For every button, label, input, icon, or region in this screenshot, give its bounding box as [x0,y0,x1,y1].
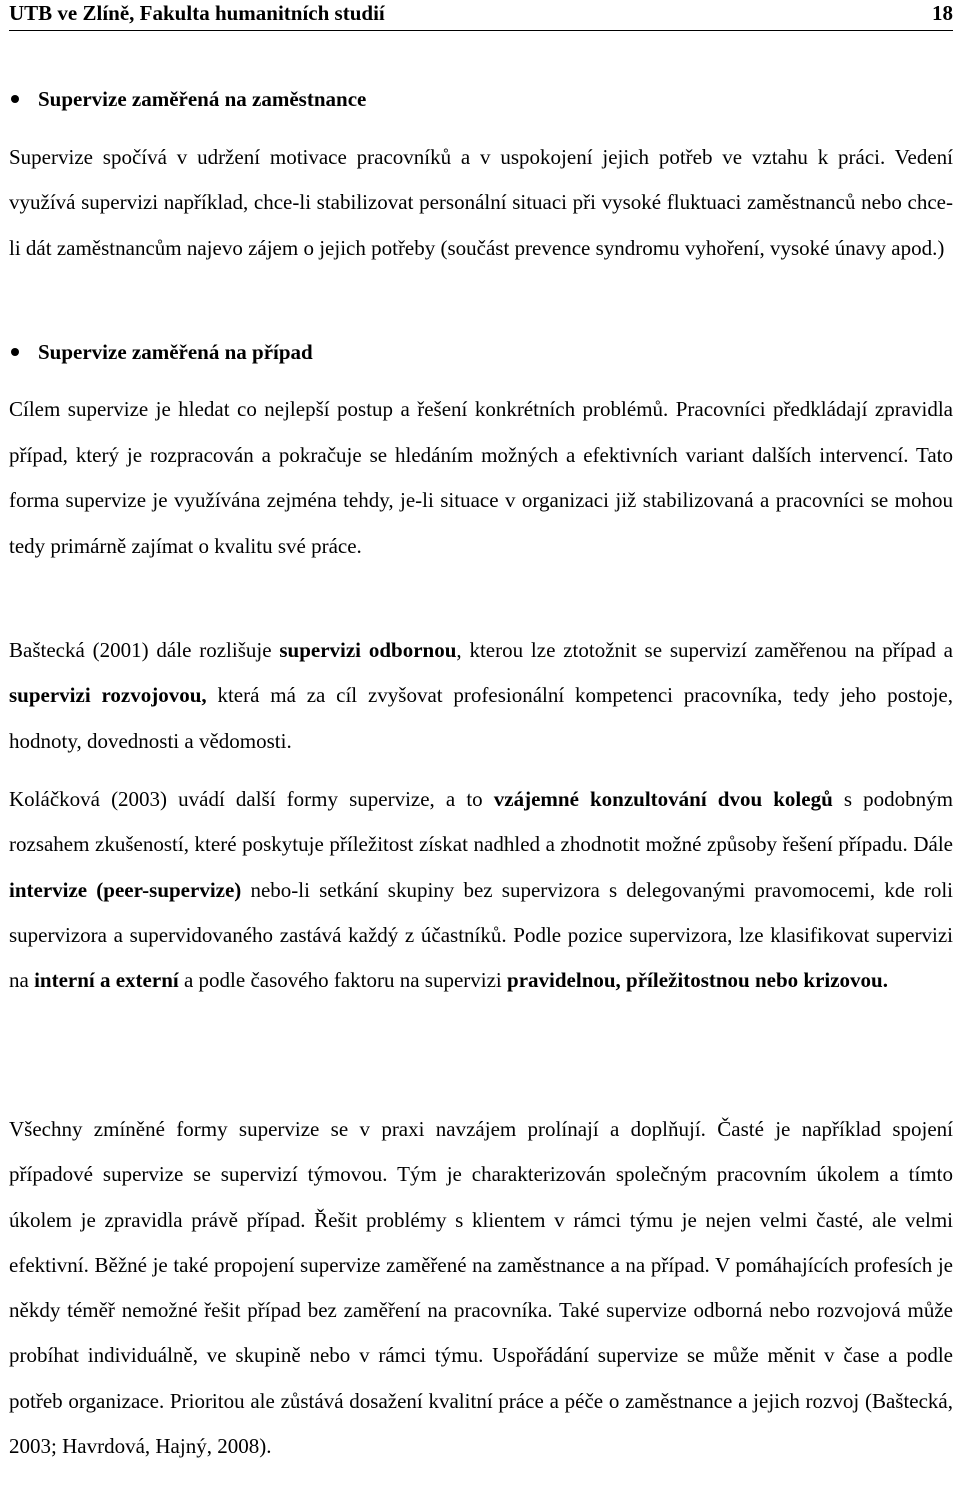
paragraph-employees [9,135,953,271]
bold-term: supervizi odbornou [279,638,457,662]
bold-term: supervizi rozvojovou, [9,683,207,708]
bold-term: interní a externí [34,968,179,993]
text-run: a podle časového faktoru na supervizi [178,968,508,993]
bold-term: intervize (peer-supervize) [9,877,242,902]
text-run: Cílem supervize je hledat co nejlepší postup a řešení konkrétních problémů. Pracovníci předkládají zpravidla případ, který je rozpracován a pokračuje se hledáním možných a efektivních variant dalších intervencí. Tato forma supervize je využívána zejména tehdy, je-li situace v organizaci již stabilizovaná a pracovníci se mohou tedy primárně zajímat o kvalitu své práce. [9,397,953,558]
text-run: Supervize spočívá v udržení motivace pracovníků a v uspokojení jejich potřeb ve vztahu k práci. Vedení využívá supervizi například, chce-li stabilizovat personální situaci při vysoké fluktuaci zaměstnanců nebo chce-li dát zaměstnancům najevo zájem o jejich potřeby (součást prevence syndromu vyhoření, vysoké únavy apod.) [9,145,953,260]
bullet-icon [11,348,19,356]
paragraph-case [9,387,953,569]
bold-term: pravidelnou, příležitostnou nebo krizovou. [507,968,888,993]
header-title: UTB ve Zlíně, Fakulta humanitních studií [9,1,385,25]
text-run: která má za cíl zvyšovat profesionální kompetenci pracovníka, tedy jeho postoje, hodnoty, dovednosti a vědomosti. [9,683,953,753]
text-run: s podobným rozsahem zkušeností, které poskytuje příležitost získat nadhled a zhodnotit možné způsoby řešení případu. Dále [9,787,953,857]
heading-text: Supervize zaměřená na případ [38,340,313,364]
text-run: Koláčková (2003) uvádí další formy supervize, a to [9,787,494,811]
text-run: Baštecká (2001) dále rozlišuje [9,638,280,662]
text-run: nebo-li setkání skupiny bez supervizora s delegovanými pravomocemi, kde roli supervizora a supervidovaného zastává každý z účastníků. Podle pozice supervizora, lze klasifikovat supervizi na [9,877,953,993]
text-run: , kterou lze ztotožnit se supervizí zaměřenou na případ a [456,638,953,662]
bullet-icon [11,95,19,103]
page-number: 18 [932,1,953,25]
text-run: Všechny zmíněné formy supervize se v praxi navzájem prolínají a doplňují. Časté je například spojení případové supervize se supervizí týmovou. Tým je charakterizován společným pracovním úkolem a tímto úkolem je zpravidla právě případ. Řešit problémy s klientem v rámci týmu je nejen velmi časté, ale velmi efektivní. Běžné je také propojení supervize zaměřené na zaměstnance a na případ. V pomáhajících profesích je někdy téměř nemožné řešit případ bez zaměření na pracovníka. Také supervize odborná nebo rozvojová může probíhat individuálně, ve skupině nebo v rámci týmu. Uspořádání supervize se může měnit v čase a podle potřeb organizace. Prioritou ale zůstává dosažení kvalitní práce a péče o zaměstnance a jejich rozvoj (Baštecká, 2003; Havrdová, Hajný, 2008). [9,1117,953,1459]
page-header [9,0,953,31]
bold-term: vzájemné konzultování dvou kolegů [493,787,833,811]
paragraph-kolackova [9,777,953,1003]
paragraph-bastecka [9,628,953,764]
heading-text: Supervize zaměřená na zaměstnance [38,87,367,111]
paragraph-summary [9,1107,953,1469]
